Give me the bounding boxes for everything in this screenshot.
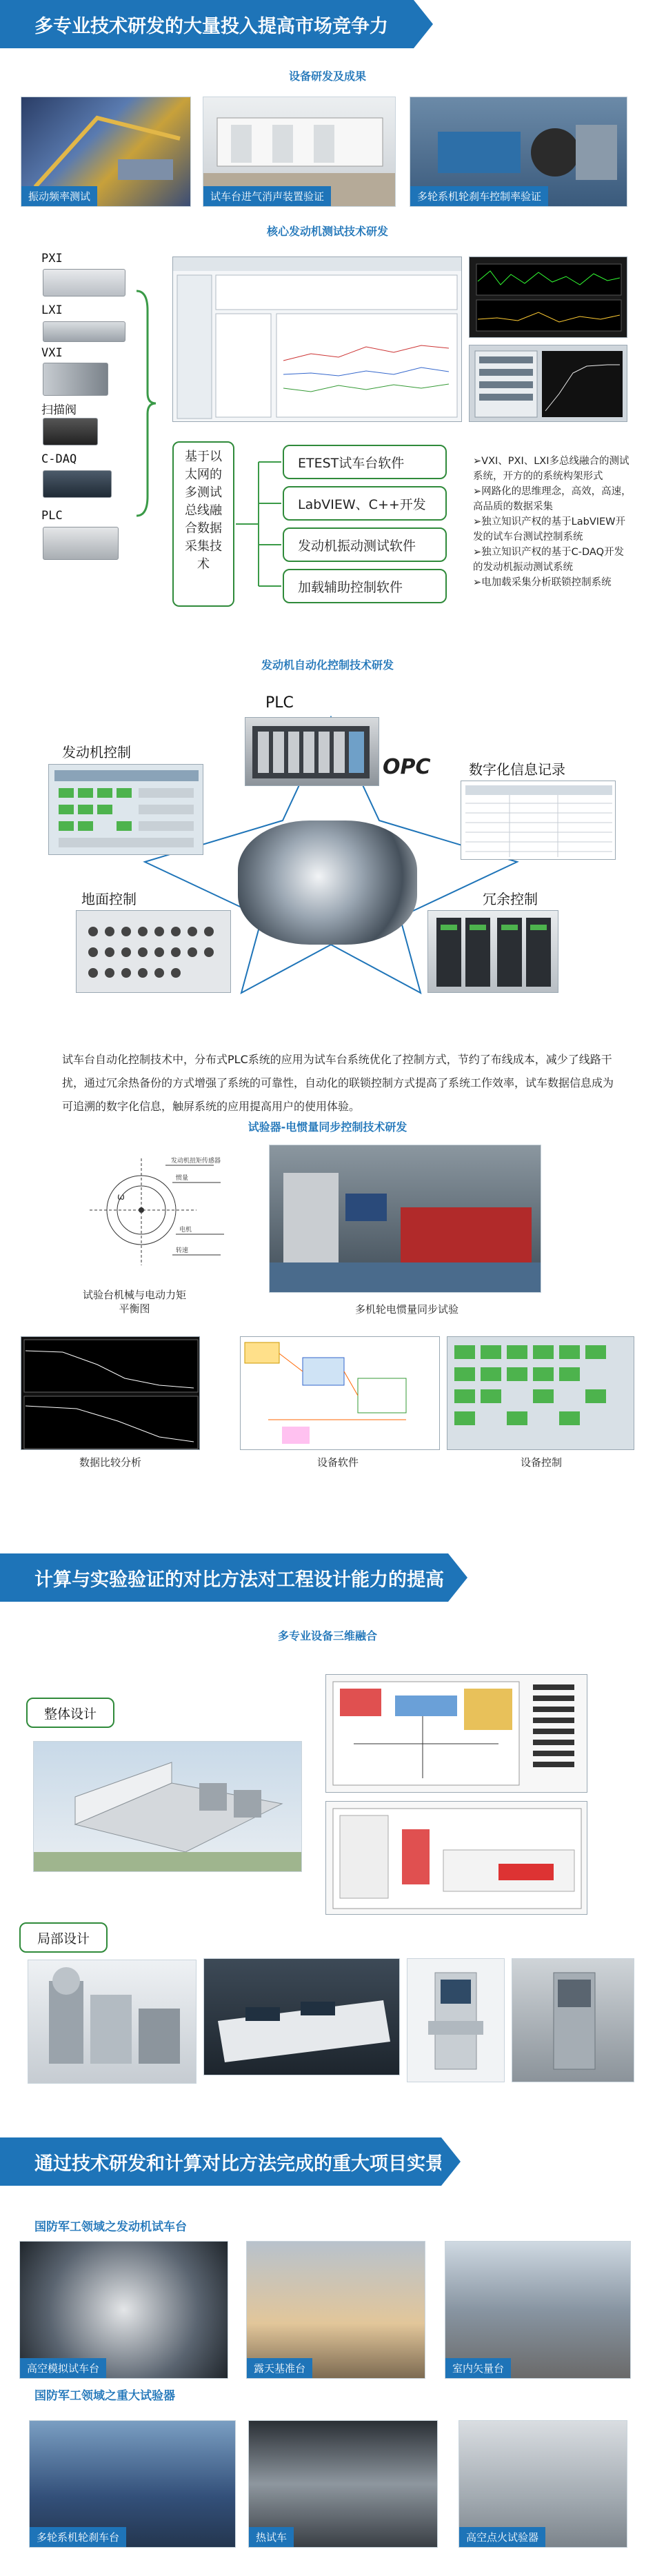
photo-silencer-validation [203,97,396,207]
software-box-etest: ETEST试车台软件 [283,445,447,479]
photo-caption: 多轮系机轮刹车控制率验证 [410,186,548,206]
vibration-scope-screenshot [469,256,627,338]
section-banner-3 [0,2137,463,2186]
photo-caption: 露天基准台 [247,2358,312,2378]
cdaq-image [43,470,112,498]
ground-control-panel-image [76,910,231,993]
section-title-3: 通过技术研发和计算对比方法完成的重大项目实景图 [34,2153,463,2175]
auto-control-title: 发动机自动化控制技术研发 [261,658,394,672]
bullet-item: ➢独立知识产权的基于LabVIEW开发的试车台测试控制系统 [473,516,626,543]
diagram-label: 惯量 [176,1175,189,1182]
diagram-label: ω [117,1192,125,1203]
photo-caption: 室内矢量台 [445,2358,511,2378]
diagram-label: 电机 [179,1227,192,1234]
digital-record-screenshot [461,781,616,860]
hw-label-cdaq: C-DAQ [41,452,77,466]
section-title-2: 计算与实验验证的对比方法对工程设计能力的提高 [34,1569,444,1591]
bullet-item: ➢网路化的思维理念，高效，高速，高品质的数据采集 [473,486,632,512]
layout-cad-top [325,1674,587,1793]
photo-caption: 振动频率测试 [21,186,97,206]
pxi-chassis-image [43,269,125,296]
scanner-valve-image [43,418,98,445]
photo-caption: 高空点火试验器 [459,2527,545,2547]
hw-label-plc: PLC [41,509,63,523]
caption-device-control: 设备控制 [520,1456,562,1469]
local-design-render-1 [28,1960,196,2084]
photo-altitude-ignition [458,2420,627,2548]
hardware-bracket [131,290,159,517]
hw-label-lxi: LXI [41,303,63,317]
data-compare-screenshot [21,1336,200,1450]
software-box-labview: LabVIEW、C++开发 [283,486,447,521]
equipment-title: 设备研发及成果 [288,70,366,83]
hw-label-scanner: 扫描阀 [41,403,77,417]
hw-label-pxi: PXI [41,252,63,265]
hw-label-vxi: VXI [41,346,63,360]
auto-control-paragraph: 试车台自动化控制技术中，分布式PLC系统的应用为试车台系统优化了控制方式，节约了布线成本，减少了线路干扰，通过冗余热备份的方式增强了系统的可靠性，自动化的联锁控制方式提高了系统工作效率，试车数据信息成为可追溯的数字化信息，触屏系统的应用提高用户的使用体验。 [62,1053,614,1113]
section-banner-1 [0,0,414,48]
diagram-label: 发动机扭矩传感器 [171,1158,221,1165]
bullet-item: ➢VXI、PXI、LXI多总线融合的测试系统，开方的的系统构架形式 [473,456,629,482]
node-label-digital-record: 数字化信息记录 [469,761,565,778]
layout-cad-section [325,1801,587,1915]
local-design-render-3 [407,1958,505,2082]
photo-caption: 热试车 [249,2527,294,2547]
caption-torque-diagram: 试验台机械与电动力矩平衡图 [83,1289,187,1315]
label-local-design: 局部设计 [19,1922,108,1953]
photo-caption: 高空模拟试车台 [20,2358,106,2378]
projects-group1-title: 国防军工领域之发动机试车台 [34,2220,187,2234]
photo-altitude-test-cell [19,2241,228,2379]
photo-multi-wheel-brake [29,2420,236,2548]
turbofan-engine-image [238,821,417,945]
vxi-chassis-image [43,363,108,396]
engine-control-screenshot [48,764,203,855]
node-label-ground-control: 地面控制 [81,891,137,907]
software-connectors [234,441,283,607]
node-label-plc: PLC [265,694,294,712]
caption-device-software: 设备软件 [316,1456,359,1469]
device-software-screenshot [240,1336,440,1450]
diagram-label: 转速 [176,1247,189,1254]
bullet-item: ➢独立知识产权的基于C-DAQ开发的发动机振动测试系统 [473,547,624,573]
local-design-render-4 [512,1958,634,2082]
overall-design-render [33,1741,302,1872]
plc-image [43,527,119,560]
photo-caption: 多轮系机轮刹车台 [30,2527,126,2547]
section-banner-2 [0,1553,448,1602]
photo-indoor-vector-bench [445,2241,631,2379]
section-title-1: 多专业技术研发的大量投入提高市场竞争力 [34,15,388,37]
node-label-redundant-control: 冗余控制 [483,891,538,907]
test-software-screenshot [172,256,462,422]
fusion-tech-box: 基于以太网的多测试总线融合数据采集技术 [172,441,234,607]
photo-open-air-bench [246,2241,425,2379]
opc-logo: OPC [383,755,431,779]
core-engine-bullets [473,454,632,590]
bullet-item: ➢电加载采集分析联锁控制系统 [473,577,612,588]
design-title: 多专业设备三维融合 [277,1629,377,1642]
local-design-render-2 [203,1958,400,2075]
software-box-loading: 加载辅助控制软件 [283,569,447,603]
photo-caption: 试车台进气消声装置验证 [203,186,331,206]
plc-rack-image [245,717,379,786]
software-box-vibration: 发动机振动测试软件 [283,527,447,562]
caption-data-compare: 数据比较分析 [79,1456,141,1469]
sync-control-title: 试验器-电惯量同步控制技术研发 [248,1120,407,1134]
photo-multi-wheel-sync [269,1145,541,1293]
label-overall-design: 整体设计 [26,1698,114,1728]
core-engine-title: 核心发动机测试技术研发 [266,225,388,238]
lxi-device-image [43,321,125,342]
photo-vibration-test [21,97,191,207]
projects-group2-title: 国防军工领域之重大试验器 [34,2389,175,2403]
photo-brake-control [410,97,627,207]
photo-hot-test [248,2420,438,2548]
redundant-control-image [427,910,558,993]
node-label-engine-control: 发动机控制 [62,744,131,761]
torque-balance-diagram [76,1145,255,1282]
caption-sync-test: 多机轮电惯量同步试验 [354,1303,458,1316]
device-control-screenshot [447,1336,634,1450]
control-panel-screenshot [469,345,627,422]
